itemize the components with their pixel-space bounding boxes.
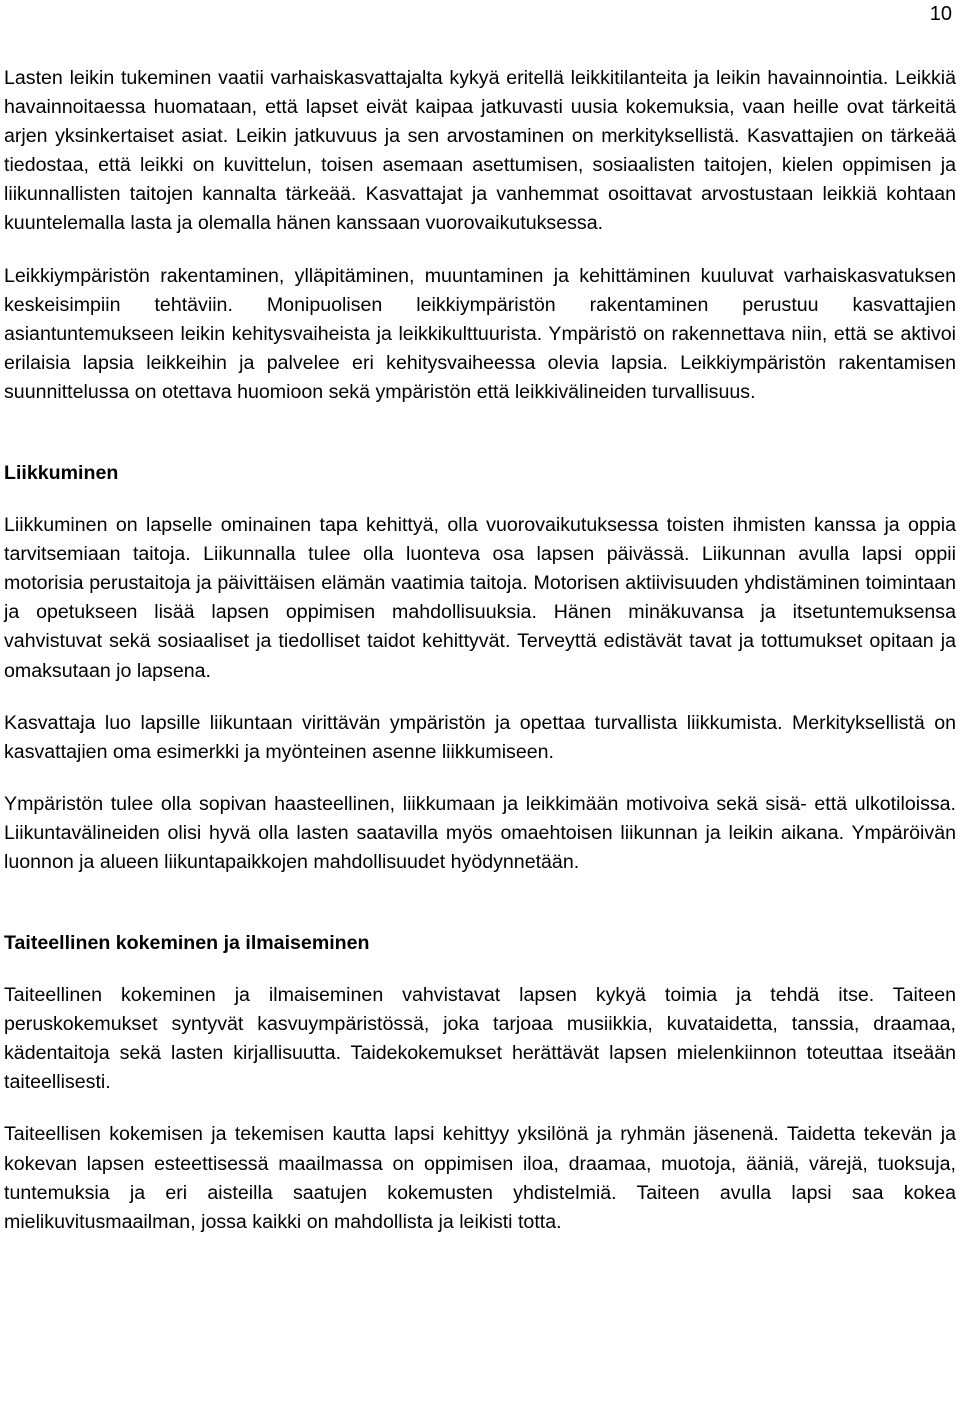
paragraph-liikkuminen-3: Ympäristön tulee olla sopivan haasteellinen, liikkumaan ja leikkimään motivoiva sekä sisä- että ulkotiloissa. Liikuntavälineiden olisi hyvä olla lasten saatavilla myös omaehtoisen liikunnan ja leikin aikana. Ympäröivän luonnon ja alueen liikuntapaikkojen mahdollisuudet hyödynnetään. bbox=[4, 792, 956, 873]
paragraph-taiteellinen-2: Taiteellisen kokemisen ja tekemisen kautta lapsi kehittyy yksilönä ja ryhmän jäsenenä. Taidetta tekevän ja kokevan lapsen esteettisessä maailmassa on oppimisen iloa, draamaa, muotoja, ääniä, värejä, tuoksuja, tuntemuksia ja eri aisteilla saatujen kokemusten yhdistelmiä. Taiteen avulla lapsi saa kokea mielikuvitusmaailman, jossa kaikki on mahdollista ja leikisti totta. bbox=[4, 1123, 956, 1233]
page-number: 10 bbox=[929, 3, 952, 25]
paragraph-leikin-tukeminen: Lasten leikin tukeminen vaatii varhaiskasvattajalta kykyä eritellä leikkitilanteita ja leikin havainnointia. Leikkiä havainnoitaessa huomataan, että lapset eivät kaipaa jatkuvasti uusia kokemuksia, vaan heille ovat tärkeitä arjen yksinkertaiset asiat. Leikin jatkuvuus ja sen arvostaminen on merkityksellistä. Kasvattajien on tärkeää tiedostaa, että leikki on kuvittelun, toisen asemaan asettumisen, sosiaalisten taitojen, kielen oppimisen ja liikunnallisten taitojen kannalta tärkeää. Kasvattajat ja vanhemmat osoittavat arvostustaan leikkiä kohtaan kuuntelemalla lasta ja olemalla hänen kanssaan vuorovaikutuksessa. bbox=[4, 67, 956, 235]
paragraph-liikkuminen-2: Kasvattaja luo lapsille liikuntaan virittävän ympäristön ja opettaa turvallista liikkumista. Merkityksellistä on kasvattajien oma esimerkki ja myönteinen asenne liikkumiseen. bbox=[4, 711, 956, 763]
document-body bbox=[4, 64, 956, 1237]
heading-liikkuminen: Liikkuminen bbox=[4, 462, 119, 485]
paragraph-leikkiymparisto: Leikkiympäristön rakentaminen, ylläpitäminen, muuntaminen ja kehittäminen kuuluvat varhaiskasvatuksen keskeisimpiin tehtäviin. Monipuolisen leikkiympäristön rakentaminen perustuu kasvattajien asiantuntemukseen leikin kehitysvaiheista ja leikkikulttuurista. Ympäristö on rakennettava niin, että se aktivoi erilaisia lapsia leikkeihin ja palvelee eri kehitysvaiheessa olevia lapsia. Leikkiympäristön rakentamisen suunnittelussa on otettava huomioon sekä ympäristön että leikkivälineiden turvallisuus. bbox=[4, 264, 956, 403]
paragraph-liikkuminen-1: Liikkuminen on lapselle ominainen tapa kehittyä, olla vuorovaikutuksessa toisten ihmisten kanssa ja oppia tarvitsemiaan taitoja. Liikunnalla tulee olla luonteva osa lapsen päivässä. Liikunnan avulla lapsi oppii motorisia perustaitoja ja päivittäisen elämän vaatimia taitoja. Motorisen aktiivisuuden yhdistäminen toimintaan ja opetukseen lisää lapsen oppimisen mahdollisuuksia. Hänen minäkuvansa ja itsetuntemuksensa vahvistuvat sekä sosiaaliset ja tiedolliset taidot kehittyvät. Terveyttä edistävät tavat ja tottumukset opitaan ja omaksutaan jo lapsena. bbox=[4, 514, 956, 682]
paragraph-taiteellinen-1: Taiteellinen kokeminen ja ilmaiseminen vahvistavat lapsen kykyä toimia ja tehdä itse. Taiteen peruskokemukset syntyvät kasvuympäristössä, joka tarjoaa musiikkia, kuvataidetta, tanssia, draamaa, kädentaitoja sekä lasten kirjallisuutta. Taidekokemukset herättävät lapsen mielenkiinnon toteuttaa itseään taiteellisesti. bbox=[4, 984, 956, 1094]
heading-taiteellinen: Taiteellinen kokeminen ja ilmaiseminen bbox=[4, 932, 370, 955]
